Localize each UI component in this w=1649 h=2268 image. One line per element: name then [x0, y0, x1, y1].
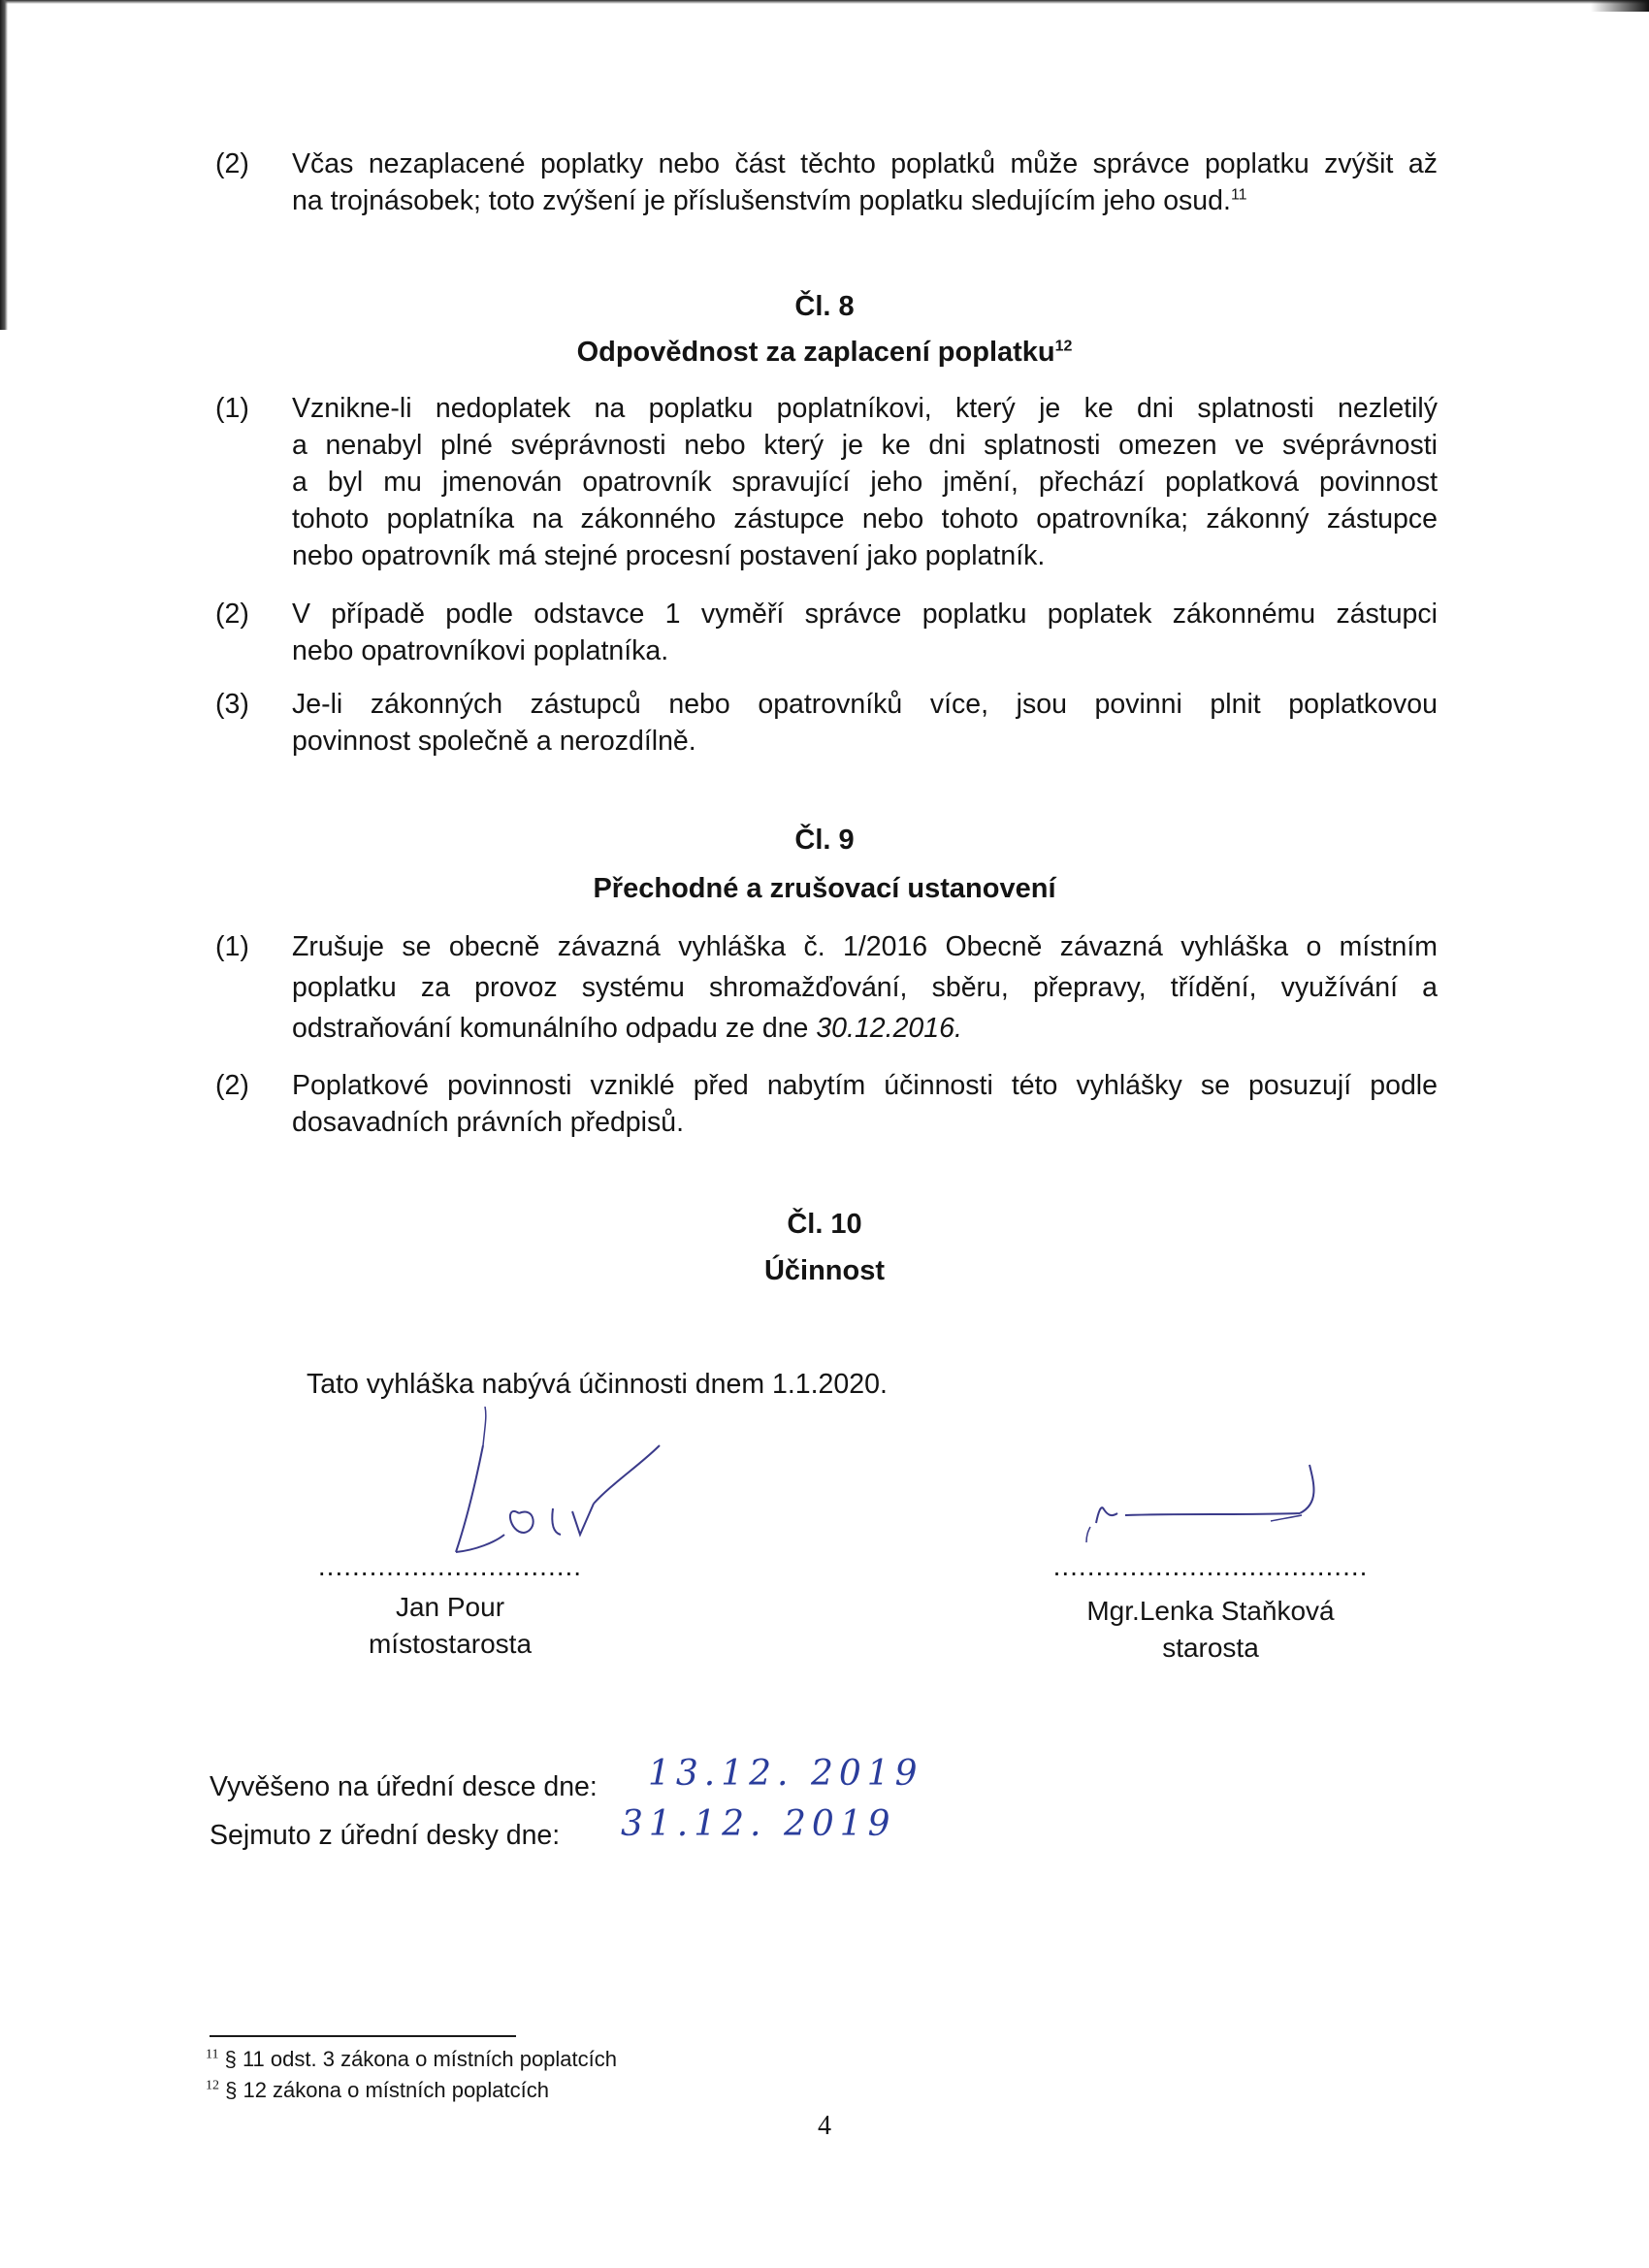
paragraph-line: Je-li zákonných zástupců nebo opatrovníků více, jsou povinni plnit poplatkovou: [292, 689, 1438, 720]
paragraph-line: dosavadních právních předpisů.: [292, 1107, 685, 1138]
article-9-title: Přechodné a zrušovací ustanovení: [593, 873, 1056, 904]
scan-edge-corner: [1591, 0, 1649, 12]
page-number: 4: [818, 2111, 831, 2141]
article-10-title: Účinnost: [763, 1255, 886, 1286]
paragraph-line: Zrušuje se obecně závazná vyhláška č. 1/2016 Obecně závazná vyhláška o místním: [292, 931, 1438, 962]
footnote-separator: [210, 2035, 516, 2037]
removed-label: Sejmuto z úřední desky dne:: [210, 1820, 561, 1851]
paragraph-line: a nenabyl plné svéprávnosti nebo který je ke dni splatnosti omezen ve svéprávnosti: [292, 430, 1438, 461]
paragraph-line: tohoto poplatníka na zákonného zástupce nebo tohoto opatrovníka; zákonný zástupce: [292, 503, 1438, 535]
repealed-decree-date: 30.12.2016.: [816, 1013, 962, 1044]
paragraph-number: (2): [215, 599, 249, 630]
footnote-11: $^{11}$ § 11 odst. 3 zákona o místních poplatcích: [206, 2047, 617, 2071]
paragraph-number: (3): [215, 689, 249, 720]
paragraph-line: povinnost společně a nerozdílně.: [292, 726, 696, 757]
paragraph-line: poplatku za provoz systému shromažďování, sběru, přepravy, třídění, využívání a: [292, 972, 1438, 1003]
paragraph-line: na trojnásobek; toto zvýšení je příslušenstvím poplatku sledujícím jeho osud.$^{11}$: [292, 185, 1247, 216]
posted-label: Vyvěšeno na úřední desce dne:: [210, 1771, 598, 1802]
signatory-role: starosta: [1162, 1633, 1259, 1663]
scan-edge-top: [0, 0, 1649, 4]
signature-block-left: [305, 1548, 596, 1663]
signature-line: .....................................: [1052, 1551, 1369, 1581]
article-10-number: Čl. 10: [787, 1209, 862, 1240]
paragraph-line: nebo opatrovníkovi poplatníka.: [292, 635, 669, 666]
article-8-title: Odpovědnost za zaplacení poplatku$^{12}$: [576, 337, 1073, 368]
paragraph-number: (2): [215, 148, 249, 179]
paragraph-line: Vznikne-li nedoplatek na poplatku poplatníkovi, který je ke dni splatnosti nezletilý: [292, 393, 1438, 424]
article-8-number: Čl. 8: [794, 291, 855, 322]
paragraph-line: V případě podle odstavce 1 vyměří správce poplatku poplatek zákonnému zástupci: [292, 599, 1438, 630]
effective-date-statement: Tato vyhláška nabývá účinnosti dnem 1.1.2020.: [307, 1369, 888, 1400]
footnote-ref: 12: [1054, 338, 1073, 355]
signature-block-right: [1036, 1548, 1385, 1667]
signatory-name: Jan Pour: [395, 1592, 505, 1622]
signatory-name: Mgr.Lenka Staňková: [1086, 1596, 1335, 1626]
paragraph-line: Včas nezaplacené poplatky nebo část těchto poplatků může správce poplatku zvýšit až: [292, 148, 1438, 179]
paragraph-line: odstraňování komunálního odpadu ze dne 30.12.2016.: [292, 1013, 962, 1044]
removed-date-handwritten: 31.12. 2019: [621, 1804, 896, 1844]
article-9-number: Čl. 9: [794, 825, 855, 856]
paragraph-number: (2): [215, 1070, 249, 1101]
footnote-12: $^{12}$ § 12 zákona o místních poplatcích: [206, 2078, 549, 2102]
paragraph-line: nebo opatrovník má stejné procesní postavení jako poplatník.: [292, 540, 1046, 571]
footnote-ref: 11: [1230, 186, 1247, 204]
signature-line: ...............................: [317, 1551, 583, 1581]
paragraph-line: Poplatkové povinnosti vzniklé před nabytím účinnosti této vyhlášky se posuzují podle: [292, 1070, 1438, 1101]
paragraph-line: a byl mu jmenován opatrovník spravující jeho jmění, přechází poplatková povinnost: [292, 467, 1438, 498]
signatory-role: místostarosta: [368, 1629, 533, 1659]
scan-edge-left: [0, 0, 8, 330]
paragraph-number: (1): [215, 931, 249, 962]
posted-date-handwritten: 13.12. 2019: [648, 1754, 923, 1794]
paragraph-number: (1): [215, 393, 249, 424]
